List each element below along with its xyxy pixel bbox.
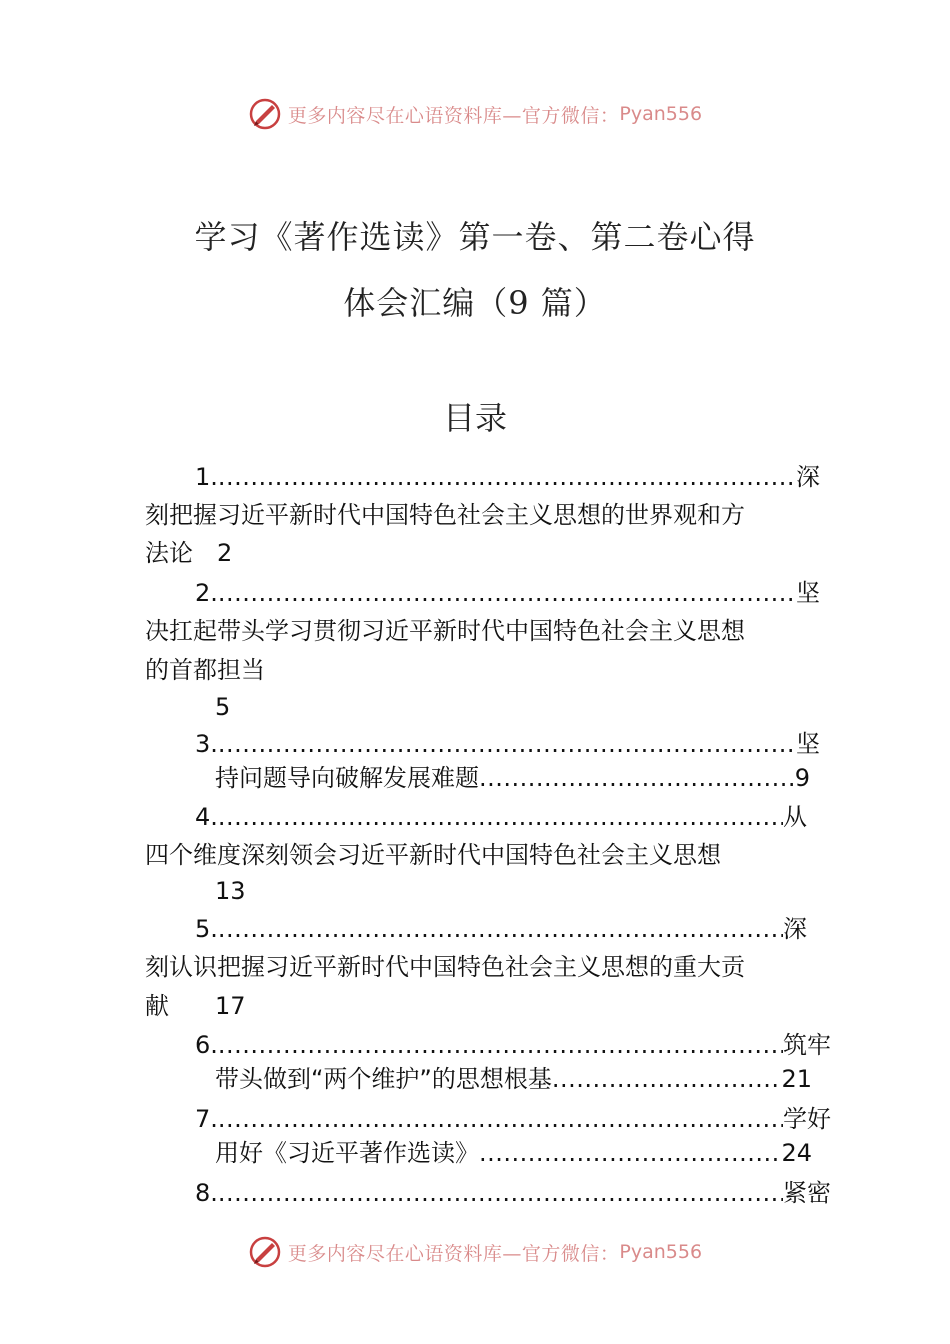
toc-entry-7-text: 用好《习近平著作选读》 ..... 24 [215,1136,812,1170]
pen-logo-icon [248,1235,282,1269]
toc-entry-3-head[interactable] [195,727,820,761]
toc-entry-number: 8. [195,1179,218,1207]
toc-entry-number: 3. [195,730,218,758]
toc-entry-number: 5. [195,915,218,943]
banner-wechat-id: Pyan556 [619,1241,703,1263]
toc-entry-1-text: 刻把握习近平新时代中国特色社会主义思想的世界观和方 [145,501,745,529]
banner-wechat-id: Pyan556 [619,103,703,125]
toc-entry-4-head[interactable] [195,800,807,834]
toc-entry-head-word: 坚 [796,730,820,758]
toc-entry-8-head[interactable] [195,1176,831,1210]
banner-text: 更多内容尽在心语资料库—官方微信： [287,104,620,127]
toc-entry-page: 5 [215,693,231,721]
leader-dots [479,1136,781,1170]
toc-entry-number: 1. [195,463,218,491]
header-banner [0,94,950,134]
leader-dots [218,1102,783,1136]
document-title-line-2: 体会汇编（9 篇） [343,284,607,322]
toc-entry-1-head[interactable] [195,460,820,494]
leader-dots [218,1176,783,1210]
toc-entry-2-head[interactable] [195,576,820,610]
toc-entry-number: 7. [195,1105,218,1133]
toc-entry-5-head[interactable] [195,912,807,946]
toc-entry-page: 13 [215,877,246,905]
toc-entry-head-word: 学好 [783,1105,831,1133]
toc-entry-7-head[interactable] [195,1102,831,1136]
document-title-line-1: 学习《著作选读》第一卷、第二卷心得 [194,218,756,256]
leader-dots [218,1028,783,1062]
toc-entry-head-word: 深 [796,463,820,491]
toc-entry-5-text-2: 献 17 [145,992,246,1020]
toc-entry-page: 17 [215,992,246,1020]
toc-entry-1-text-2: 法论 2 [145,539,233,567]
toc-entry-number: 4. [195,803,218,831]
toc-entry-head-word: 从 [783,803,807,831]
toc-entry-6-text: 带头做到“两个维护”的思想根基 ..... 21 [215,1062,812,1096]
toc-entry-head-word: 深 [783,915,807,943]
leader-dots [552,1062,782,1096]
banner-text: 更多内容尽在心语资料库—官方微信： [287,1242,620,1265]
toc-entry-page: 2 [217,539,233,567]
toc-entry-3-text: 持问题导向破解发展难题 ..... 9 [215,761,810,795]
pen-logo-icon [248,97,282,131]
toc-entry-head-word: 坚 [796,579,820,607]
toc-entry-number: 6. [195,1031,218,1059]
toc-entry-4-text: 四个维度深刻领会习近平新时代中国特色社会主义思想 [145,841,721,869]
toc-entry-page: 9 [794,764,810,792]
leader-dots [218,912,783,946]
leader-dots [479,761,795,795]
leader-dots [218,727,796,761]
toc-entry-5-text: 刻认识把握习近平新时代中国特色社会主义思想的重大贡 [145,953,745,981]
toc-entry-page: 21 [781,1065,812,1093]
toc-entry-2-text-2: 的首都担当 [145,656,265,684]
toc-entry-6-head[interactable] [195,1028,831,1062]
footer-banner [0,1232,950,1272]
toc-heading: 目录 [442,399,507,437]
leader-dots [218,800,783,834]
leader-dots [218,576,796,610]
toc-entry-number: 2. [195,579,218,607]
toc-entry-head-word: 筑牢 [783,1031,831,1059]
toc-entry-2-text: 决扛起带头学习贯彻习近平新时代中国特色社会主义思想 [145,617,745,645]
toc-entry-head-word: 紧密 [783,1179,831,1207]
toc-entry-page: 24 [781,1139,812,1167]
leader-dots [218,460,796,494]
